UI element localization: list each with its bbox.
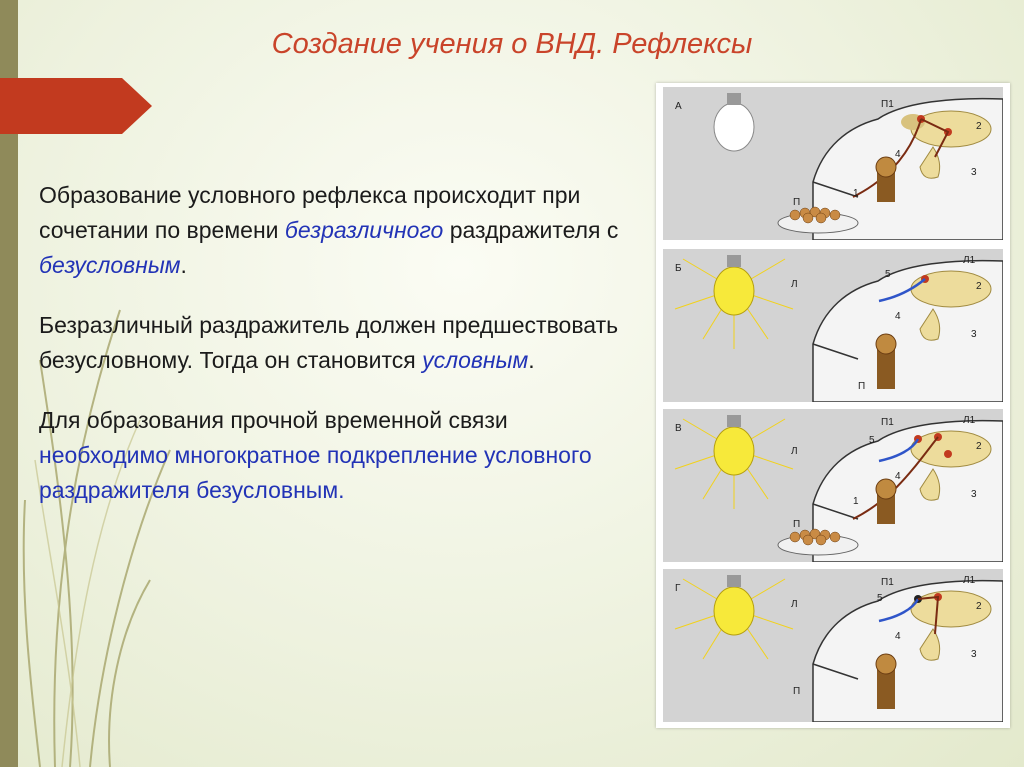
figure-panel-v: [663, 409, 1003, 562]
paragraph-1: [39, 178, 619, 283]
p1-text-3: .: [180, 252, 187, 278]
panel-v-label-5: 5: [869, 435, 875, 446]
p1-text-1: Образование условного рефлекса происходит при сочетании по времени: [39, 182, 581, 243]
panel-b-letter: Б: [675, 263, 682, 274]
panel-v-label-p1: П1: [881, 417, 894, 428]
panel-v-label-1: 1: [853, 496, 859, 507]
panel-a-label-4: 4: [895, 149, 901, 160]
panel-v-label-p: П: [793, 519, 801, 530]
panel-b-label-3: 3: [971, 329, 977, 340]
panel-g-label-p: П: [793, 686, 801, 697]
panel-v-label-4: 4: [895, 471, 901, 482]
figure-panel-b: [663, 249, 1003, 402]
slide-title: Создание учения о ВНД. Рефлексы: [271, 28, 753, 60]
panel-g-label-2: 2: [976, 601, 982, 612]
p1-term-indifferent: безразличного: [284, 217, 444, 243]
panel-g-label-5: 5: [877, 593, 883, 604]
panel-b-label-l: Л: [791, 279, 798, 290]
panel-g-letter: Г: [675, 583, 681, 594]
panel-g-label-l1: Л1: [963, 575, 976, 586]
title-accent-tab: [0, 78, 152, 134]
panel-a-label-1: 1: [853, 188, 859, 199]
panel-a-label-2: 2: [976, 121, 982, 132]
p3-highlight: необходимо многократное подкрепление условного раздражителя: [39, 442, 592, 503]
panel-v-label-2: 2: [976, 441, 982, 452]
p2-text-1: Безразличный раздражитель должен предшествовать безусловному. Тогда он становится: [39, 312, 619, 373]
paragraph-3: [39, 403, 619, 508]
panel-b-label-5: 5: [885, 269, 891, 280]
p3-text-2: безусловным.: [189, 477, 345, 503]
body-text: [39, 178, 619, 533]
panel-v-letter: В: [675, 423, 682, 434]
panel-v-label-3: 3: [971, 489, 977, 500]
panel-v-label-l1: Л1: [963, 415, 976, 426]
panel-b-label-2: 2: [976, 281, 982, 292]
paragraph-2: [39, 308, 619, 378]
panel-v-label-l: Л: [791, 446, 798, 457]
panel-a-label-p: П: [793, 197, 801, 208]
panel-a-letter: А: [675, 101, 682, 112]
figure-panel-a: [663, 87, 1003, 240]
panel-a-label-3: 3: [971, 167, 977, 178]
p2-text-2: .: [528, 347, 535, 373]
panel-g-label-4: 4: [895, 631, 901, 642]
reflex-figure: [656, 83, 1010, 728]
panel-g-label-p1: П1: [881, 577, 894, 588]
panel-g-label-3: 3: [971, 649, 977, 660]
figure-panel-g: [663, 569, 1003, 722]
panel-b-label-l1: Л1: [963, 255, 976, 266]
p3-text-1: Для образования прочной временной связи: [39, 407, 508, 433]
p1-text-2: раздражителя с: [443, 217, 619, 243]
panel-b-label-4: 4: [895, 311, 901, 322]
p1-term-unconditioned: безусловным: [39, 252, 181, 278]
panel-b-label-p: П: [858, 381, 866, 392]
p2-term-conditioned: условным: [422, 347, 529, 373]
panel-g-label-l: Л: [791, 599, 798, 610]
panel-a-label-p1: П1: [881, 99, 894, 110]
